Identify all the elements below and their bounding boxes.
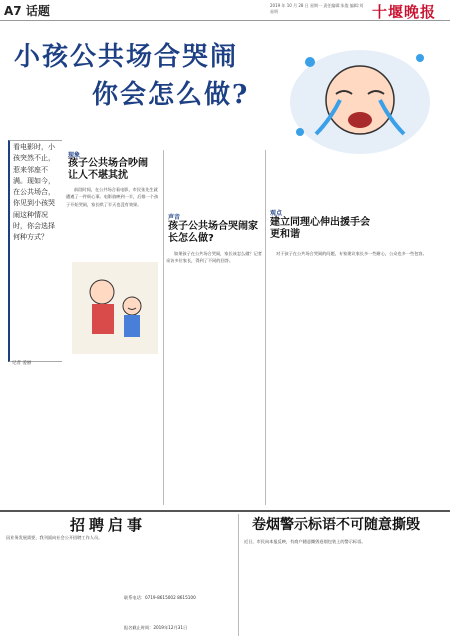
section-label: A7 话题 [4,4,50,18]
col2-body: 如果孩子在公共场合哭闹，家长该怎么做？记者采访多位家长，得到了不同的回答。 [166,251,262,264]
recruit-title: 招聘启事 [70,516,147,534]
column-divider [265,150,266,505]
col2-kicker: 声音 [168,214,181,221]
crying-child-illustration [280,22,440,162]
family-cartoon [72,262,158,354]
section-rule [0,510,450,512]
recruit-deadline: 报名截止时间：2019年12月31日 [124,625,188,630]
warning-body: 近日，市民向本报反映，有商户随意撕毁卷烟包装上的警示标语。 [244,539,366,544]
headline-line-2: 你会怎么做? [92,80,250,110]
column-divider [163,150,164,505]
col1-kicker: 现象 [68,152,81,159]
col3-title: 建立同理心伸出援手会更和谐 [270,217,370,240]
newspaper-logo: 十堰晚报 [372,3,437,21]
col3-intro [268,162,442,206]
warning-title: 卷烟警示标语不可随意撕毁 [252,517,420,533]
col3-body: 对于孩子在公共场合哭闹的问题，专家建议家长多一些耐心，公众也多一些包容。 [276,251,427,256]
column-divider [238,514,239,636]
lead-text: 看电影时，小孩突然不止，惹来邻座不满。现如今，在公共场合，你见到小孩哭闹这种情况时，你会选择何种方式？ [13,143,55,242]
headline-line-1: 小孩公共场合哭闹 [14,42,239,72]
col1-body-cont [66,356,160,506]
recruit-contact: 联系电话：0719-8615002 8615100 [124,595,196,600]
col2-title: 孩子公共场合哭闹家长怎么做? [168,221,258,244]
col1-body: 前段时间，在公共场合看电影，市民张先生就遭遇了一件烦心事。电影放映到一半，后排一个孩子开始哭闹，家长哄了半天也没有效果。 [66,187,159,207]
col3-kicker: 观点 [270,210,283,217]
issue-meta: 2019 年 10 月 28 日 星期一 责任编辑:朱俊 编辑:刘星明 [270,3,364,14]
lead-byline: 记者 姜丽 [12,361,32,366]
recruit-body: 因业务发展需要，我刊面向社会公开招聘工作人员。 [6,535,103,540]
col1-title: 孩子公共场合吵闹让人不堪其扰 [68,158,148,181]
